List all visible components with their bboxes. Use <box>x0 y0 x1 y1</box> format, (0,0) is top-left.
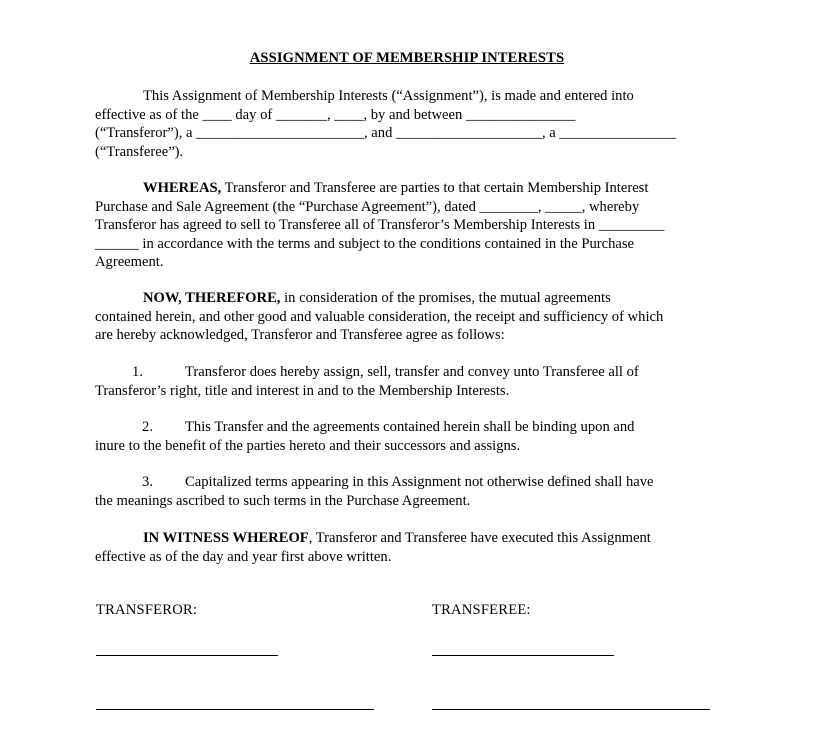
witness-line-2: effective as of the day and year first above written. <box>95 548 392 565</box>
whereas-paragraph <box>95 179 720 272</box>
clause-3-line-1: Capitalized terms appearing in this Assignment not otherwise defined shall have <box>185 474 654 490</box>
intro-line-4: (“Transferee”). <box>95 143 184 160</box>
witness-lead: IN WITNESS WHEREOF <box>143 530 309 546</box>
clause-number: 1. <box>132 364 143 380</box>
clause-2-line-2: inure to the benefit of the parties hereto and their successors and assigns. <box>95 437 521 454</box>
clause-3 <box>95 473 720 510</box>
transferee-name-line <box>432 709 710 710</box>
whereas-line-4: ______ in accordance with the terms and subject to the conditions contained in the Purchase <box>95 235 635 252</box>
whereas-line-1: Transferor and Transferee are parties to that certain Membership Interest <box>221 180 649 196</box>
clause-1 <box>95 363 720 400</box>
intro-line-1: This Assignment of Membership Interests (“Assignment”), is made and entered into <box>143 88 634 104</box>
now-therefore-line-2: contained herein, and other good and valuable consideration, the receipt and sufficiency of which <box>95 308 664 325</box>
transferee-label: TRANSFEREE: <box>432 602 531 618</box>
document-title: ASSIGNMENT OF MEMBERSHIP INTERESTS <box>249 50 565 66</box>
clause-number: 3. <box>142 474 153 490</box>
transferor-label: TRANSFEROR: <box>96 602 198 618</box>
now-therefore-line-1: in consideration of the promises, the mutual agreements <box>280 290 611 306</box>
intro-paragraph <box>95 87 720 161</box>
whereas-line-5: Agreement. <box>95 254 164 270</box>
whereas-line-3: Transferor has agreed to sell to Transferee all of Transferor’s Membership Interests in _________ <box>95 217 665 233</box>
whereas-lead: WHEREAS, <box>143 180 222 196</box>
clause-1-line-1: Transferor does hereby assign, sell, transfer and convey unto Transferee all of <box>185 364 639 380</box>
intro-line-3: (“Transferor”), a _______________________, and ____________________, a ________________ <box>95 125 677 141</box>
intro-line-2: effective as of the ____ day of _______, ____, by and between _______________ <box>95 106 576 123</box>
transferor-name-line <box>96 709 374 710</box>
witness-line-1: , Transferor and Transferee have executed this Assignment <box>308 530 651 546</box>
clause-2 <box>95 418 720 455</box>
now-therefore-lead: NOW, THEREFORE, <box>143 290 281 306</box>
whereas-line-2: Purchase and Sale Agreement (the “Purchase Agreement”), dated ________, _____, whereby <box>95 198 640 215</box>
transferor-signature-line <box>96 655 278 656</box>
clause-2-line-1: This Transfer and the agreements contained herein shall be binding upon and <box>185 419 635 435</box>
now-therefore-line-3: are hereby acknowledged, Transferor and Transferee agree as follows: <box>95 327 505 343</box>
transferee-signature-line <box>432 655 614 656</box>
clause-number: 2. <box>142 419 153 435</box>
now-therefore-paragraph <box>95 289 720 345</box>
witness-paragraph <box>95 529 720 566</box>
clause-1-line-2: Transferor’s right, title and interest in and to the Membership Interests. <box>95 382 510 399</box>
clause-3-line-2: the meanings ascribed to such terms in the Purchase Agreement. <box>95 492 471 509</box>
